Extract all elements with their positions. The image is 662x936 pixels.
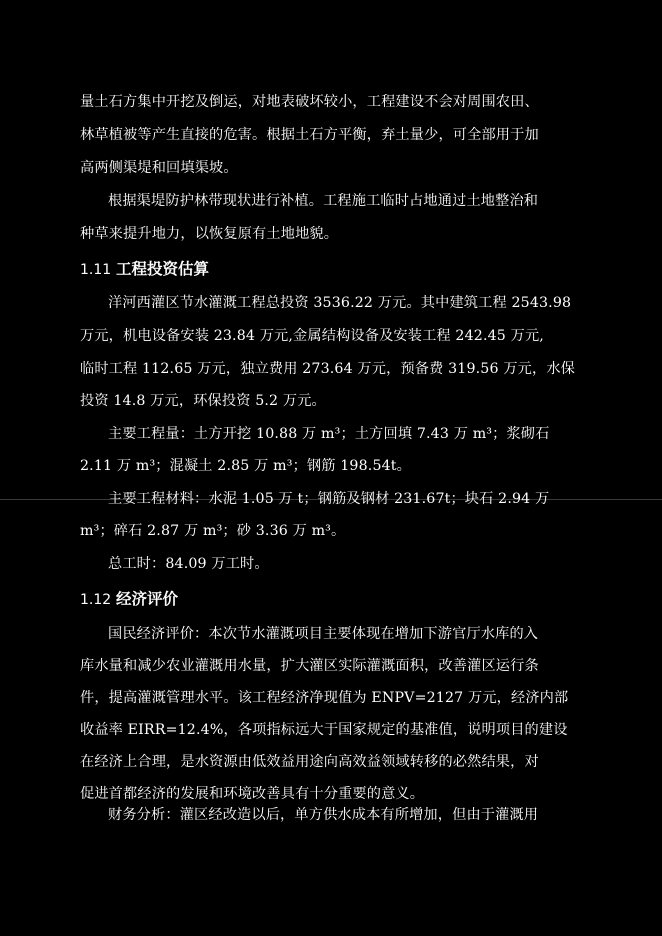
section-number: 1.11: [80, 262, 112, 278]
section-number: 1.12: [80, 592, 112, 608]
text-line: 洋河西灌区节水灌溉工程总投资 3536.22 万元。其中建筑工程 2543.98: [108, 295, 572, 311]
section-title: 经济评价: [115, 590, 178, 608]
text-line: 根据渠堤防护林带现状进行补植。工程施工临时占地通过土地整治和: [108, 193, 539, 209]
text-line: 国民经济评价：本次节水灌溉项目主要体现在增加下游官厅水库的入: [108, 626, 539, 642]
text-line: 林草植被等产生直接的危害。根据土石方平衡，弃土量少，可全部用于加: [80, 127, 539, 143]
text-line: 收益率 EIRR=12.4%，各项指标远大于国家规定的基准值，说明项目的建设: [80, 722, 568, 738]
text-line: 主要工程材料：水泥 1.05 万 t；钢筋及钢材 231.67t；块石 2.94 万: [108, 491, 550, 507]
text-line: 财务分析：灌区经改造以后，单方供水成本有所增加，但由于灌溉用: [108, 807, 539, 823]
text-line: 种草来提升地力，以恢复原有土地地貌。: [80, 226, 339, 242]
text-line: 量土石方集中开挖及倒运，对地表破坏较小，工程建设不会对周围农田、: [80, 94, 539, 110]
section-heading-1-11: [80, 258, 209, 281]
section-heading-1-12: [80, 588, 178, 611]
text-line: 促进首都经济的发展和环境改善具有十分重要的意义。: [80, 786, 425, 802]
text-line: 高两侧渠堤和回填渠坡。: [80, 160, 238, 176]
text-line: 件，提高灌溉管理水平。该工程经济净现值为 ENPV=2127 万元，经济内部: [80, 690, 569, 706]
text-line: 库水量和减少农业灌溉用水量，扩大灌区实际灌溉面积，改善灌区运行条: [80, 658, 539, 674]
text-line: 临时工程 112.65 万元，独立费用 273.64 万元，预备费 319.56 万元，水保: [80, 361, 576, 377]
section-title: 工程投资估算: [115, 260, 209, 278]
text-line: 万元，机电设备安装 23.84 万元,金属结构设备及安装工程 242.45 万元,: [80, 328, 544, 344]
text-line: 2.11 万 m³；混凝土 2.85 万 m³；钢筋 198.54t。: [80, 458, 411, 474]
text-line: 主要工程量：土方开挖 10.88 万 m³；土方回填 7.43 万 m³；浆砌石: [108, 426, 550, 442]
text-line: 总工时：84.09 万工时。: [108, 556, 269, 572]
text-line: 投资 14.8 万元，环保投资 5.2 万元。: [80, 393, 326, 409]
text-line: 在经济上合理，是水资源由低效益用途向高效益领域转移的必然结果，对: [80, 754, 539, 770]
text-line: m³；碎石 2.87 万 m³；砂 3.36 万 m³。: [80, 523, 346, 539]
